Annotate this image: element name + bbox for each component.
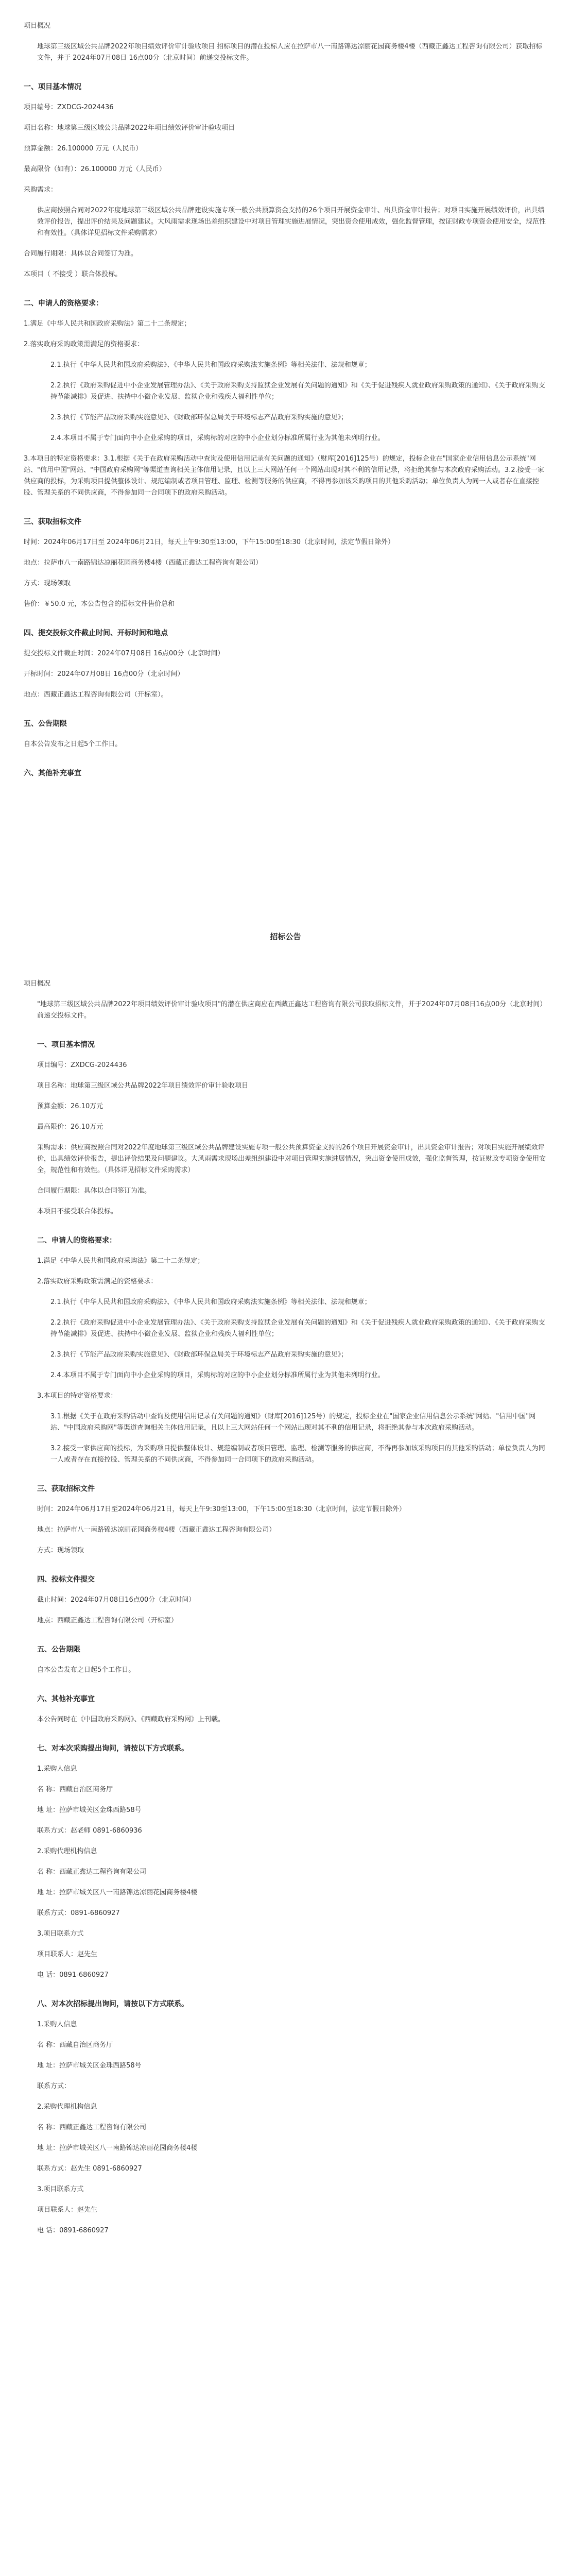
section-basic-info-title: 一、项目基本情况 <box>24 83 81 91</box>
info-line: 项目名称：地球第三级区域公共品牌2022年项目绩效评价审计验收项目 <box>24 124 235 132</box>
info-line: 预算金额：26.10万元 <box>37 1103 103 1110</box>
inquiry-line: 联系方式：赵先生 0891-6860927 <box>37 2165 142 2173</box>
contact-line: 3.项目联系方式 <box>37 1930 84 1938</box>
qualification-line: 3.本项目的特定资格要求： <box>37 1392 117 1400</box>
contact-line: 地 址：拉萨市城关区八一南路锦达凉丽花园商务楼4楼 <box>37 1889 198 1896</box>
section-basic-info-title: 一、项目基本情况 <box>37 1041 95 1049</box>
qualification-line: 3.2.接受一家供应商的投标，为采购项目提供整体设计、规范编制或者项目管理、监理、检测等服务的供应商，不得再参加该采购项目的其他采购活动；单位负责人为同一人或者存在直接控股、管理关系的不同供应商，不得参加同一合同项下的政府采购活动。 <box>50 1445 545 1464</box>
section-submission-title: 四、提交投标文件截止时间、开标时间和地点 <box>24 629 168 637</box>
submission-line: 截止时间：2024年07月08日16点00分（北京时间） <box>37 1596 196 1604</box>
submission-line: 提交投标文件截止时间：2024年07月08日 16点00分（北京时间） <box>24 650 224 657</box>
procurement-demand: 采购需求：供应商按照合同对2022年度地球第三级区域公共品牌建设实施专项一般公共预算资金支持的26个项目开展资金审计，出具资金审计报告；对项目实施开展绩效评价，出具绩效评价报告，提出评价结果及问题建议。大风雨需求现场出差组织建设中对项目管理实施进展情况，突出资金使用成效，强化监督管理，按证财政专项资金使用安全，规范性和有效性。（具体详见招标文件采购需求） <box>37 1144 546 1174</box>
qualification-line: 2.落实政府采购政策需满足的资格要求： <box>37 1278 158 1285</box>
get-document-line: 地点：拉萨市八一南路锦达凉丽花园商务楼4楼（西藏正鑫达工程咨询有限公司） <box>37 1526 276 1534</box>
inquiry-line: 项目联系人：赵先生 <box>37 2206 98 2214</box>
other-line: 本公告同时在《中国政府采购网》、《西藏政府采购网》上刊载。 <box>37 1716 225 1723</box>
info-line: 合同履行期限：具体以合同签订为准。 <box>37 1187 151 1195</box>
inquiry-line: 联系方式： <box>37 2082 71 2090</box>
section-qualification-title: 二、申请人的资格要求： <box>37 1236 116 1245</box>
inquiry-line: 电 话：0891-6860927 <box>37 2227 109 2234</box>
get-document-line: 售价：￥50.0 元，本公告包含的招标文件售价总和 <box>24 600 175 608</box>
contact-line: 联系方式：0891-6860927 <box>37 1909 120 1917</box>
section-other-title: 六、其他补充事宜 <box>37 1695 95 1703</box>
contact-line: 名 称：西藏自治区商务厅 <box>37 1786 113 1793</box>
inquiry-line: 地 址：拉萨市城关区八一南路锦达凉丽花园商务楼4楼 <box>37 2144 198 2152</box>
info-line: 最高限价（如有）：26.100000 万元（人民币） <box>24 165 166 173</box>
section-notice-period-title: 五、公告期限 <box>37 1646 80 1654</box>
qualification-line: 2.3.执行《节能产品政府采购实施意见》、《财政部环保总局关于环境标志产品政府采购实施的意见》； <box>50 414 348 421</box>
project-overview-intro: "地球第三级区域公共品牌2022年项目绩效评价审计验收项目"的潜在供应商应在西藏正鑫达工程咨询有限公司获取招标文件，并于2024年07月08日16点00分（北京时间）前递交投标文件。 <box>37 1001 547 1020</box>
info-line: 项目编号：ZXDCG-2024436 <box>24 104 114 111</box>
qualification-line: 2.4.本项目不属于专门面向中小企业采购的项目，采购标的对应的中小企业划分标准所属行业为其他未列明行业。 <box>50 1371 385 1379</box>
qualification-line: 2.4.本项目不属于专门面向中小企业采购的项目，采购标的对应的中小企业划分标准所属行业为其他未列明行业。 <box>50 434 385 442</box>
info-line: 合同履行期限：具体以合同签订为准。 <box>24 250 138 258</box>
qualification-line: 2.3.执行《节能产品政府采购实施意见》、《财政部环保总局关于环境标志产品政府采购实施的意见》； <box>50 1351 348 1359</box>
inquiry-line: 名 称：西藏正鑫达工程咨询有限公司 <box>37 2124 147 2131</box>
contact-line: 项目联系人：赵先生 <box>37 1951 98 1958</box>
qualification-line: 1.满足《中华人民共和国政府采购法》第二十二条规定； <box>24 320 191 328</box>
qualification-line: 2.1.执行《中华人民共和国政府采购法》、《中华人民共和国政府采购法实施条例》等相关法律、法规和规章； <box>50 1298 371 1306</box>
info-line: 本项目（ 不接受 ）联合体投标。 <box>24 270 122 278</box>
contact-line: 联系方式：赵老师 0891-6860936 <box>37 1827 142 1835</box>
project-overview-heading: 项目概况 <box>24 980 51 988</box>
inquiry-line: 地 址：拉萨市城关区金珠西路58号 <box>37 2062 142 2070</box>
inquiry-line: 3.项目联系方式 <box>37 2185 84 2193</box>
contact-line: 2.采购代理机构信息 <box>37 1848 97 1855</box>
inquiry-line: 2.采购代理机构信息 <box>37 2103 97 2111</box>
info-line: 最高限价：26.10万元 <box>37 1123 103 1131</box>
get-document-line: 时间：2024年06月17日至 2024年06月21日，每天上午9:30至13:00，下午15:00至18:30（北京时间，法定节假日除外） <box>24 538 395 546</box>
section-submission-title: 四、投标文件提交 <box>37 1575 95 1584</box>
submission-line: 开标时间：2024年07月08日 16点00分（北京时间） <box>24 670 184 678</box>
get-document-line: 地点：拉萨市八一南路锦达凉丽花园商务楼4楼（西藏正鑫达工程咨询有限公司） <box>24 559 263 567</box>
section-other-title: 六、其他补充事宜 <box>24 769 81 777</box>
section-get-document-title: 三、获取招标文件 <box>24 518 81 526</box>
info-line: 本项目不接受联合体投标。 <box>37 1208 118 1215</box>
section-inquiry-title: 八、对本次招标提出询问，请按以下方式联系。 <box>37 2000 188 2008</box>
announcement-document <box>24 0 547 2236</box>
get-document-line: 方式：现场领取 <box>37 1547 84 1554</box>
contact-line: 地 址：拉萨市城关区金珠西路58号 <box>37 1806 142 1814</box>
section-notice-period-title: 五、公告期限 <box>24 720 67 728</box>
qualification-line: 3.1.根据《关于在政府采购活动中查询及使用信用记录有关问题的通知》（财库[2016]125号）的规定，投标企业在"国家企业信用信息公示系统"网站、"信用中国"网站、"中国政府采购网"等渠道查询相关主体信用记录，且以上三大网站任何一个网站出现对其不利的信用记录，将拒绝其参与本次政府采购活动。 <box>50 1413 536 1432</box>
bid-announcement-title: 招标公告 <box>270 932 301 941</box>
inquiry-line: 1.采购人信息 <box>37 2021 77 2028</box>
section-get-document-title: 三、获取招标文件 <box>37 1485 95 1493</box>
submission-line: 地点：西藏正鑫达工程咨询有限公司（开标室） <box>37 1617 178 1624</box>
procurement-demand: 供应商按照合同对2022年度地球第三级区域公共品牌建设实施专项一般公共预算资金支持的26个项目开展资金审计、出具资金审计报告；对项目实施开展绩效评价，出具绩效评价报告，提出评价结果及问题建议。大风雨需求现场出差组织建设中对项目管理实施进展情况，突出资金使用成效，强化监督管理，按证财政专项资金使用安全，规范性和有效性。（具体详见招标文件采购需求） <box>37 207 546 237</box>
contact-line: 1.采购人信息 <box>37 1765 77 1773</box>
info-line: 项目名称：地球第三级区域公共品牌2022年项目绩效评价审计验收项目 <box>37 1082 249 1090</box>
qualification-line: 2.2.执行《政府采购促进中小企业发展管理办法》、《关于政府采购支持监狱企业发展有关问题的通知》和《关于促进残疾人就业政府采购政策的通知》、《关于政府采购支持节能减排》及促进、扶持中小微企业发展、监狱企业和残疾人福利性单位； <box>50 1319 545 1338</box>
get-document-line: 时间：2024年06月17日至2024年06月21日，每天上午9:30至13:00，下午15:00至18:30（北京时间，法定节假日除外） <box>37 1505 406 1513</box>
qualification-line: 2.2.执行《政府采购促进中小企业发展管理办法》、《关于政府采购支持监狱企业发展有关问题的通知》和《关于促进残疾人就业政府采购政策的通知》、《关于政府采购支持节能减排》及促进、扶持中小微企业发展、监狱企业和残疾人福利性单位； <box>50 382 545 401</box>
qualification-line: 2.1.执行《中华人民共和国政府采购法》、《中华人民共和国政府采购法实施条例》等相关法律、法规和规章； <box>50 361 371 369</box>
submission-line: 地点：西藏正鑫达工程咨询有限公司（开标室）。 <box>24 691 168 699</box>
section-qualification-title: 二、申请人的资格要求： <box>24 299 103 308</box>
info-line: 采购需求： <box>24 186 58 194</box>
get-document-line: 方式：现场领取 <box>24 580 71 587</box>
qualification-line: 3.本项目的特定资格要求：3.1.根据《关于在政府采购活动中查询及使用信用记录有关问题的通知》（财库[2016]125号）的规定，投标企业在"国家企业信用信息公示系统"网站、"信用中国"网站、"中国政府采购网"等渠道查询相关主体信用记录，且以上三大网站任何一个网站出现对其不利的信用记录，将拒绝其参与本次政府采购活动。3.2.接受一家供应商的投标，为采购项目提供整体设计、规范编制或者项目管理、监理、检测等服务的供应商，不得再参加该采购项目的其他采购活动；单位负责人为同一人或者存在直接控股、管理关系的不同供应商，不得参加同一合同项下的政府采购活动。 <box>24 455 544 497</box>
notice-period-line: 自本公告发布之日起5个工作日。 <box>37 1666 135 1674</box>
project-overview-intro: 地球第三级区域公共品牌2022年项目绩效评价审计验收项目 招标项目的潜在投标人应在拉萨市八一南路锦达凉丽花园商务楼4楼（西藏正鑫达工程咨询有限公司）获取招标文件，并于 2024年07月08日 16点00分（北京时间）前递交投标文件。 <box>37 43 543 62</box>
qualification-line: 1.满足《中华人民共和国政府采购法》第二十二条规定； <box>37 1257 204 1265</box>
info-line: 预算金额：26.100000 万元（人民币） <box>24 145 143 152</box>
contact-line: 电 话：0891-6860927 <box>37 1971 109 1979</box>
info-line: 项目编号：ZXDCG-2024436 <box>37 1061 127 1069</box>
notice-period-line: 自本公告发布之日起5个工作日。 <box>24 740 122 748</box>
qualification-line: 2.落实政府采购政策需满足的资格要求： <box>24 341 144 348</box>
contact-line: 名 称：西藏正鑫达工程咨询有限公司 <box>37 1868 147 1876</box>
inquiry-line: 名 称：西藏自治区商务厅 <box>37 2041 113 2049</box>
project-overview-heading: 项目概况 <box>24 22 51 30</box>
section-contact-title: 七、对本次采购提出询问，请按以下方式联系。 <box>37 1744 188 1753</box>
